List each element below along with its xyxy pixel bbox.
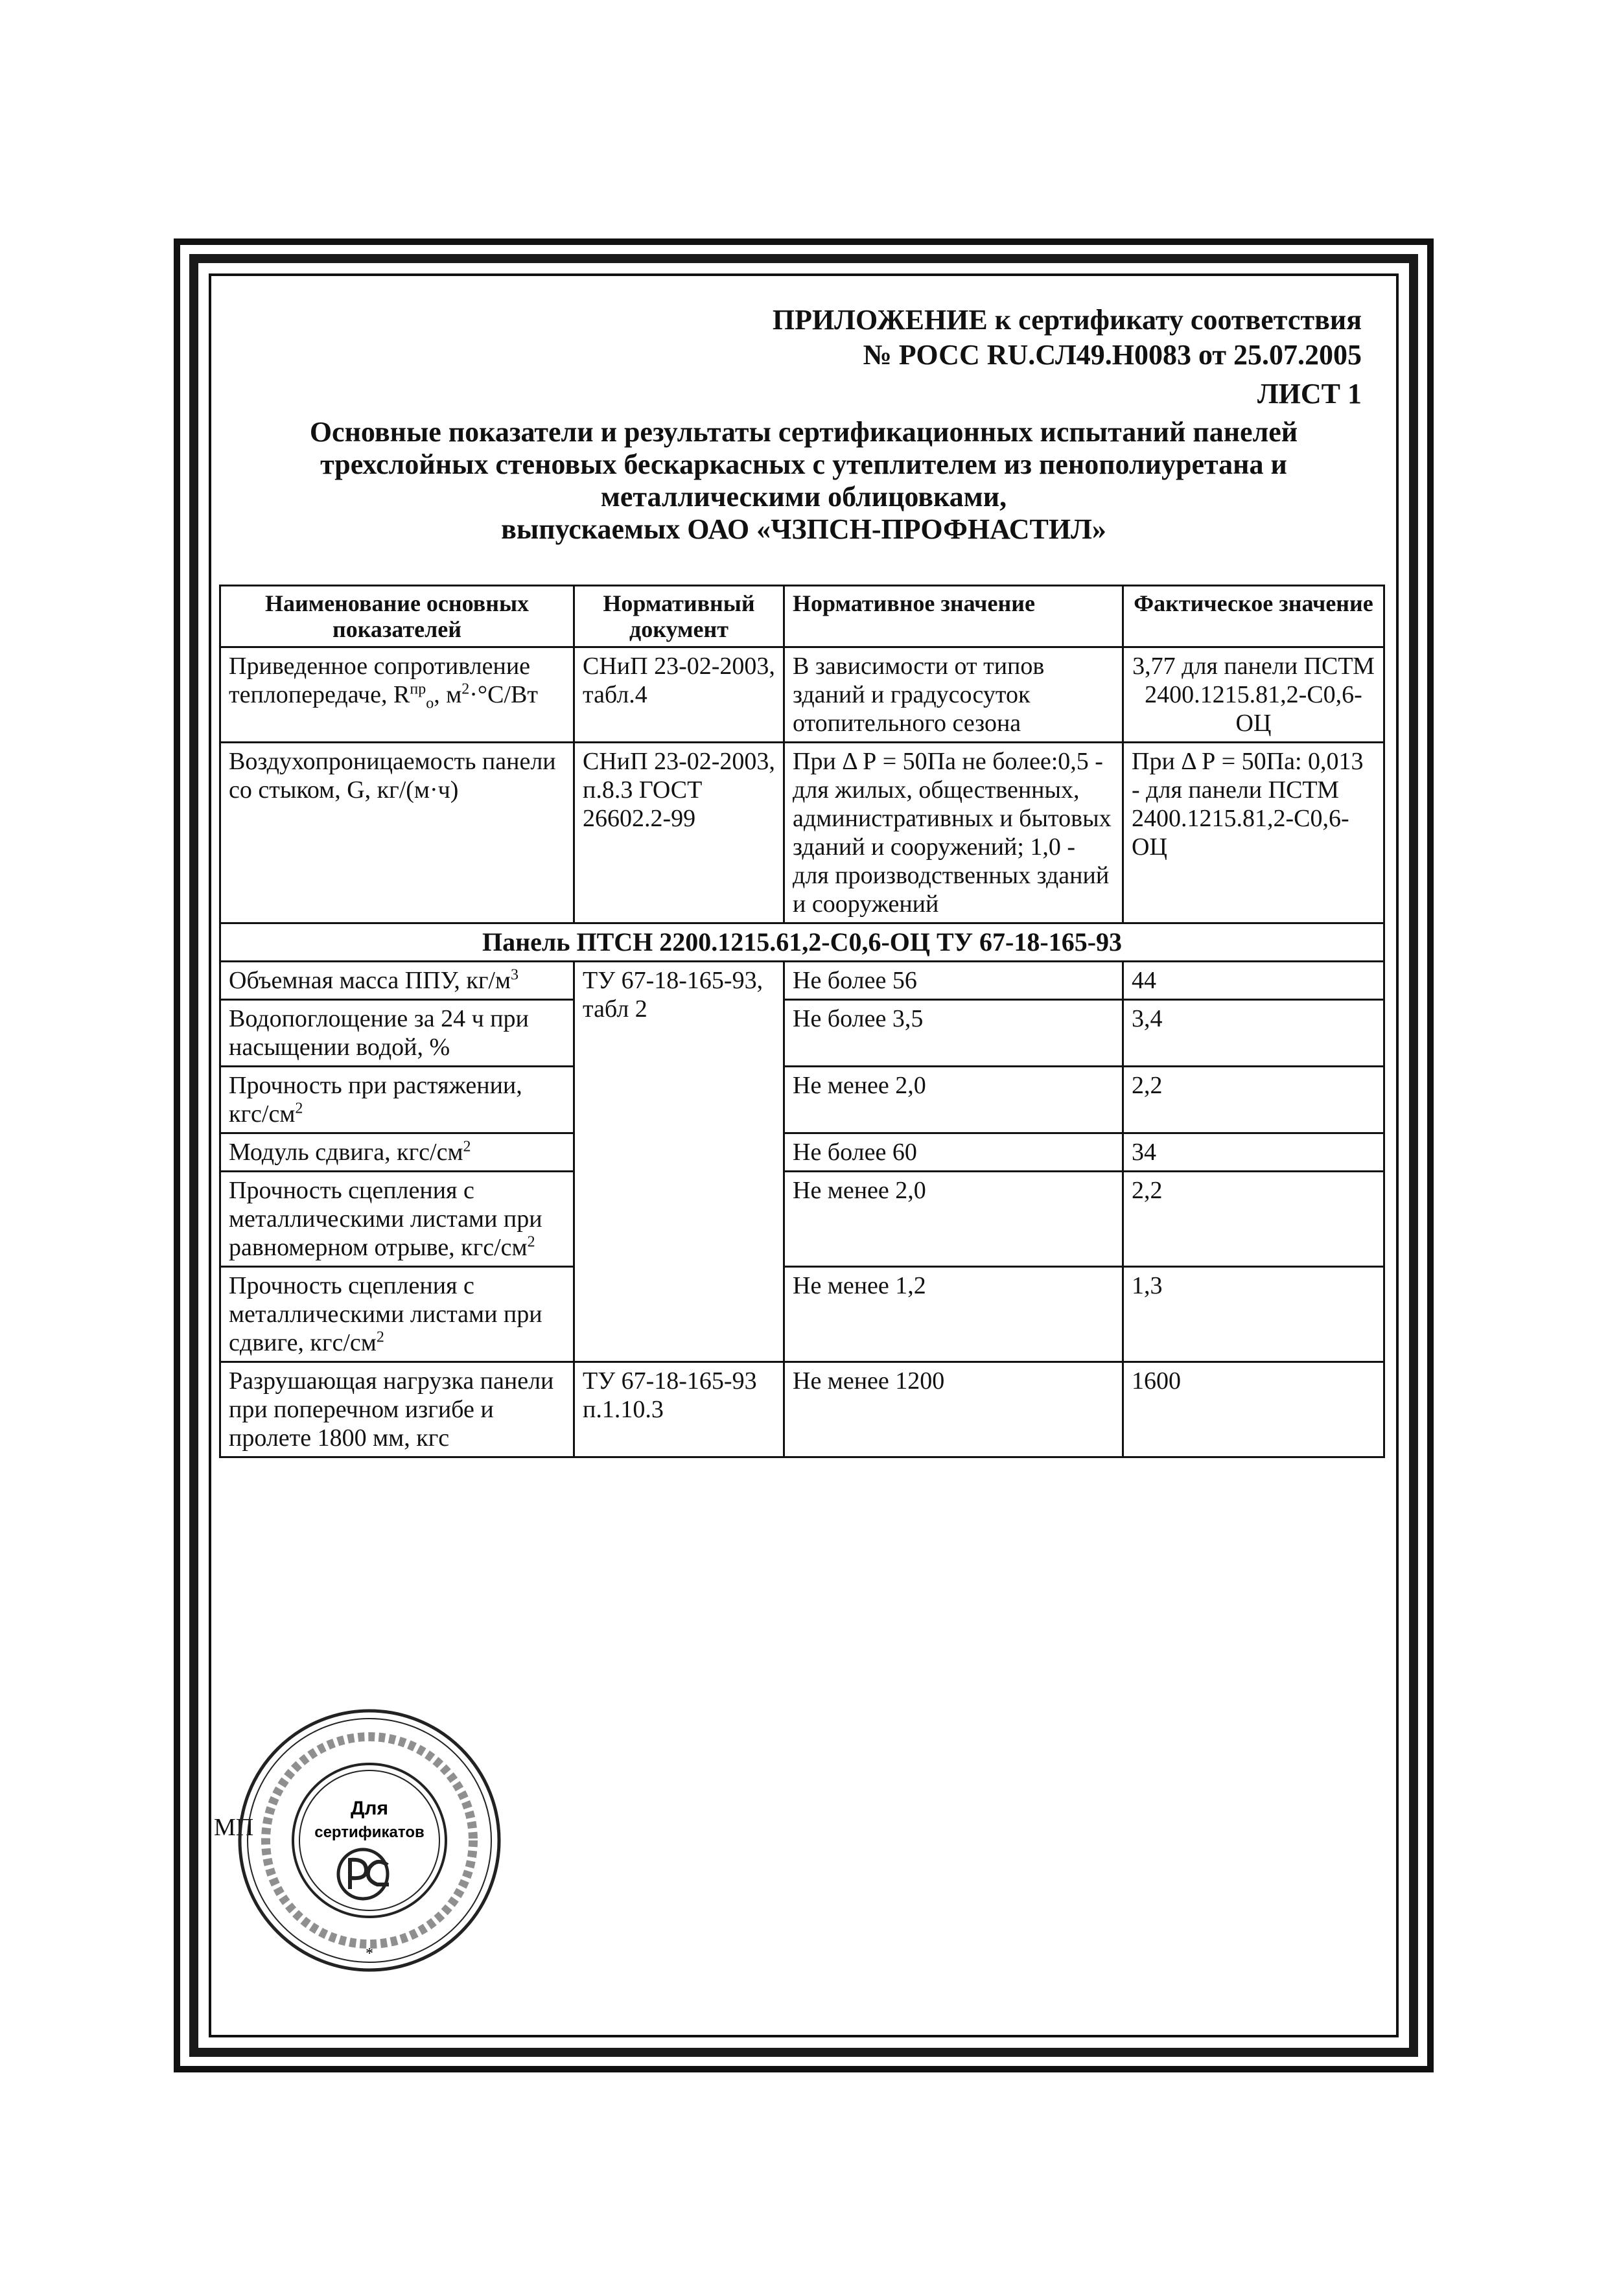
indicator-name-cell: Прочность сцепления с металлическими листами при сдвиге, кгс/$см^2$ bbox=[220, 1267, 574, 1362]
test-results-table bbox=[219, 585, 1385, 1458]
table-header-row bbox=[220, 586, 1384, 647]
seal-center-text-2: сертификатов bbox=[314, 1824, 425, 1841]
normative-value-cell: Не более 56 bbox=[784, 962, 1123, 1000]
normative-value-cell: В зависимости от типов зданий и градусосуток отопительного сезона bbox=[784, 647, 1123, 743]
certificate-number: № РОСС RU.СЛ49.Н0083 от 25.07.2005 bbox=[863, 339, 1362, 371]
seal-place-label: МП bbox=[214, 1814, 254, 1841]
actual-value-cell: 1600 bbox=[1123, 1362, 1384, 1457]
indicator-name-cell: Приведенное сопротивление теплопередаче, $R^{пр}_о$, $м^2\cdot^\circ С/Вт$ bbox=[220, 647, 574, 743]
rst-mark-icon bbox=[338, 1850, 389, 1899]
star-icon: * bbox=[366, 1945, 373, 1962]
actual-value-cell: 44 bbox=[1123, 962, 1384, 1000]
section-row bbox=[220, 923, 1384, 962]
table-row bbox=[220, 1362, 1384, 1457]
document-title bbox=[240, 416, 1368, 546]
column-header: Нормативный документ bbox=[574, 586, 784, 647]
column-header: Наименование основных показателей bbox=[220, 586, 574, 647]
title-line-2: трехслойных стеновых бескаркасных с утеплителем из пенополиуретана и bbox=[320, 448, 1287, 480]
indicator-name-cell: Воздухопроницаемость панели со стыком, G, кг/(м·ч) bbox=[220, 743, 574, 923]
normative-value-cell: Не менее 2,0 bbox=[784, 1172, 1123, 1267]
table-row bbox=[220, 1067, 1384, 1133]
table-row bbox=[220, 1000, 1384, 1067]
normative-value-cell: При Δ Р = 50Па не более:0,5 - для жилых, общественных, административных и бытовых зданий и сооружений; 1,0 - для производственных зданий и сооружений bbox=[784, 743, 1123, 923]
indicator-name-cell: Разрушающая нагрузка панели при поперечном изгибе и пролете 1800 мм, кгс bbox=[220, 1362, 574, 1457]
column-header: Фактическое значение bbox=[1123, 586, 1384, 647]
actual-value-cell: 2,2 bbox=[1123, 1172, 1384, 1267]
normative-value-cell: Не менее 2,0 bbox=[784, 1067, 1123, 1133]
actual-value-cell: 34 bbox=[1123, 1133, 1384, 1172]
table-row bbox=[220, 1172, 1384, 1267]
seal-graphic bbox=[233, 1704, 506, 1977]
indicator-name-cell: Прочность при растяжении, кгс/$см^2$ bbox=[220, 1067, 574, 1133]
normative-value-cell: Не менее 1200 bbox=[784, 1362, 1123, 1457]
actual-value-cell: 3,4 bbox=[1123, 1000, 1384, 1067]
normative-value-cell: Не более 3,5 bbox=[784, 1000, 1123, 1067]
actual-value-cell: 1,3 bbox=[1123, 1267, 1384, 1362]
indicator-name-cell: Водопоглощение за 24 ч при насыщении водой, % bbox=[220, 1000, 574, 1067]
indicator-name-cell: Прочность сцепления с металлическими листами при равномерном отрыве, кгс/$см^2$ bbox=[220, 1172, 574, 1267]
table-row bbox=[220, 1133, 1384, 1172]
normative-document-cell: ТУ 67-18-165-93, табл 2 bbox=[574, 962, 784, 1362]
actual-value-cell: 2,2 bbox=[1123, 1067, 1384, 1133]
column-header: Нормативное значение bbox=[784, 586, 1123, 647]
table-row bbox=[220, 647, 1384, 743]
table-row bbox=[220, 1267, 1384, 1362]
indicator-name-cell: Объемная масса ППУ, $кг/м^3$ bbox=[220, 962, 574, 1000]
sheet-number: ЛИСТ 1 bbox=[1257, 378, 1362, 410]
title-line-4: выпускаемых ОАО «ЧЗПСН-ПРОФНАСТИЛ» bbox=[501, 513, 1106, 545]
normative-document-cell: СНиП 23-02-2003, п.8.3 ГОСТ 26602.2-99 bbox=[574, 743, 784, 923]
normative-value-cell: Не более 60 bbox=[784, 1133, 1123, 1172]
certification-seal bbox=[233, 1704, 506, 1977]
appendix-heading: ПРИЛОЖЕНИЕ к сертификату соответствия bbox=[772, 304, 1362, 336]
actual-value-cell: 3,77 для панели ПСТМ 2400.1215.81,2-С0,6-ОЦ bbox=[1123, 647, 1384, 743]
seal-center-text-1: Для bbox=[351, 1798, 388, 1819]
title-line-3: металлическими облицовками, bbox=[600, 481, 1007, 513]
title-line-1: Основные показатели и результаты сертификационных испытаний панелей bbox=[309, 416, 1298, 448]
normative-document-cell: ТУ 67-18-165-93 п.1.10.3 bbox=[574, 1362, 784, 1457]
normative-value-cell: Не менее 1,2 bbox=[784, 1267, 1123, 1362]
actual-value-cell: При Δ Р = 50Па: 0,013 - для панели ПСТМ 2400.1215.81,2-С0,6-ОЦ bbox=[1123, 743, 1384, 923]
indicator-name-cell: Модуль сдвига, кгс/$см^2$ bbox=[220, 1133, 574, 1172]
table-row bbox=[220, 743, 1384, 923]
table-row bbox=[220, 962, 1384, 1000]
normative-document-cell: СНиП 23-02-2003, табл.4 bbox=[574, 647, 784, 743]
section-title: Панель ПТСН 2200.1215.61,2-С0,6-ОЦ ТУ 67-18-165-93 bbox=[220, 923, 1384, 962]
